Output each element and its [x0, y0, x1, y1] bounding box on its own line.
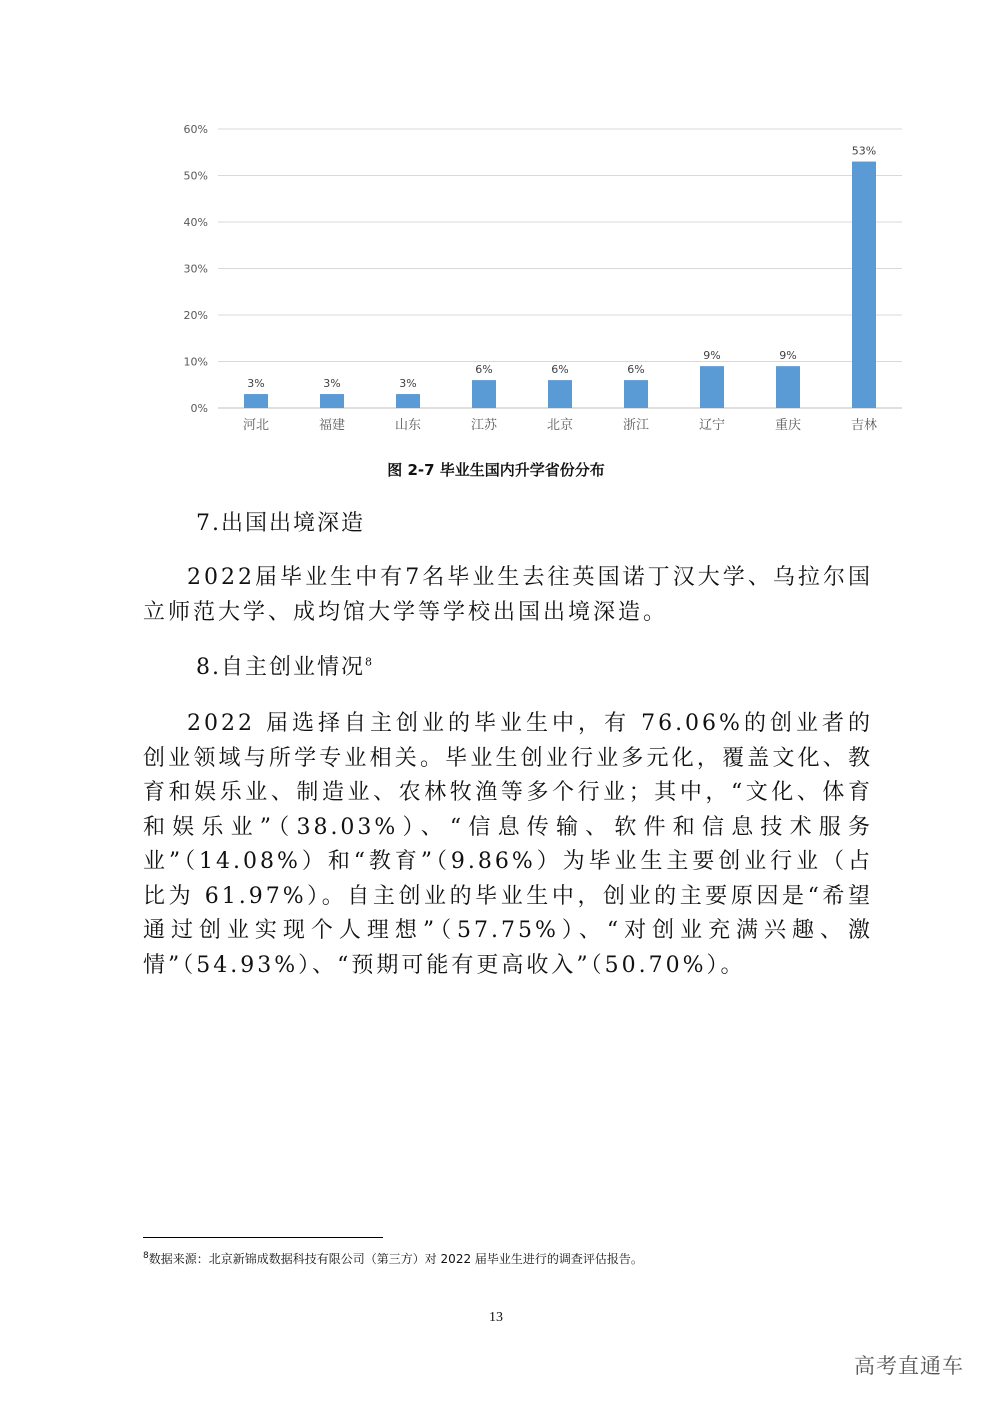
y-tick-label: 20% — [183, 309, 208, 322]
bar — [320, 394, 344, 408]
data-label: 6% — [627, 363, 645, 377]
watermark: 高考直通车 — [854, 1354, 964, 1378]
data-label: 9% — [779, 349, 797, 363]
bar — [776, 366, 800, 408]
data-label: 3% — [323, 377, 341, 391]
x-tick-label: 重庆 — [774, 418, 802, 433]
bar — [700, 366, 724, 408]
data-label: 3% — [399, 377, 417, 391]
x-tick-label: 吉林 — [850, 418, 878, 433]
y-tick-label: 30% — [183, 262, 208, 276]
x-tick-label: 山东 — [394, 418, 422, 433]
x-tick-label: 北京 — [546, 418, 574, 433]
y-tick-label: 60% — [183, 123, 208, 136]
y-tick-label: 50% — [183, 169, 208, 183]
footnote-text: 数据来源：北京新锦成数据科技有限公司（第三方）对 2022 届毕业生进行的调查评估报告。 — [148, 1252, 643, 1266]
x-tick-label: 辽宁 — [698, 418, 726, 433]
section8-heading — [196, 650, 372, 681]
x-tick-label: 福建 — [318, 418, 346, 433]
bar — [472, 380, 496, 408]
data-label: 3% — [247, 377, 265, 391]
bar — [852, 162, 876, 408]
section7-paragraph: 2022届毕业生中有7名毕业生去往英国诺丁汉大学、乌拉尔国立师范大学、成均馆大学等学校出国出境深造。 — [143, 565, 873, 625]
data-label: 53% — [851, 144, 877, 158]
footnote — [143, 1250, 643, 1267]
figure-caption: 图 2-7 毕业生国内升学省份分布 — [387, 461, 605, 479]
x-tick-label: 浙江 — [622, 418, 650, 433]
footnote-ref: 8 — [365, 655, 372, 669]
section8-heading-text: 8.自主创业情况 — [196, 655, 365, 680]
bar — [548, 380, 572, 408]
page-number: 13 — [489, 1310, 503, 1325]
y-tick-label: 0% — [190, 402, 208, 415]
y-tick-label: 10% — [183, 355, 208, 369]
data-label: 6% — [551, 363, 569, 377]
footnote-number: 8 — [143, 1251, 149, 1261]
y-tick-label: 40% — [183, 216, 208, 229]
x-tick-label: 河北 — [242, 418, 270, 433]
bar — [396, 394, 420, 408]
bar — [624, 380, 648, 408]
province-bar-chart — [160, 115, 920, 445]
data-label: 6% — [475, 363, 493, 377]
footnote-divider — [143, 1237, 383, 1238]
data-label: 9% — [703, 349, 721, 363]
section7-heading: 7.出国出境深造 — [196, 511, 365, 536]
x-tick-label: 江苏 — [470, 418, 498, 433]
section8-paragraph: 2022 届选择自主创业的毕业生中，有 76.06%的创业者的创业领域与所学专业相关。毕业生创业行业多元化，覆盖文化、教育和娱乐业、制造业、农林牧渔等多个行业；其中，“文化、体育和娱乐业”（38.03%）、“信息传输、软件和信息技术服务业”（14.08%）和“教育”（9.86%）为毕业生主要创业行业（占比为 61.97%）。自主创业的毕业生中，创业的主要原因是“希望通过创业实现个人理想”（57.75%）、“对创业充满兴趣、激情”（54.93%）、“预期可能有更高收入”（50.70%）。 — [143, 711, 873, 978]
bar — [244, 394, 268, 408]
